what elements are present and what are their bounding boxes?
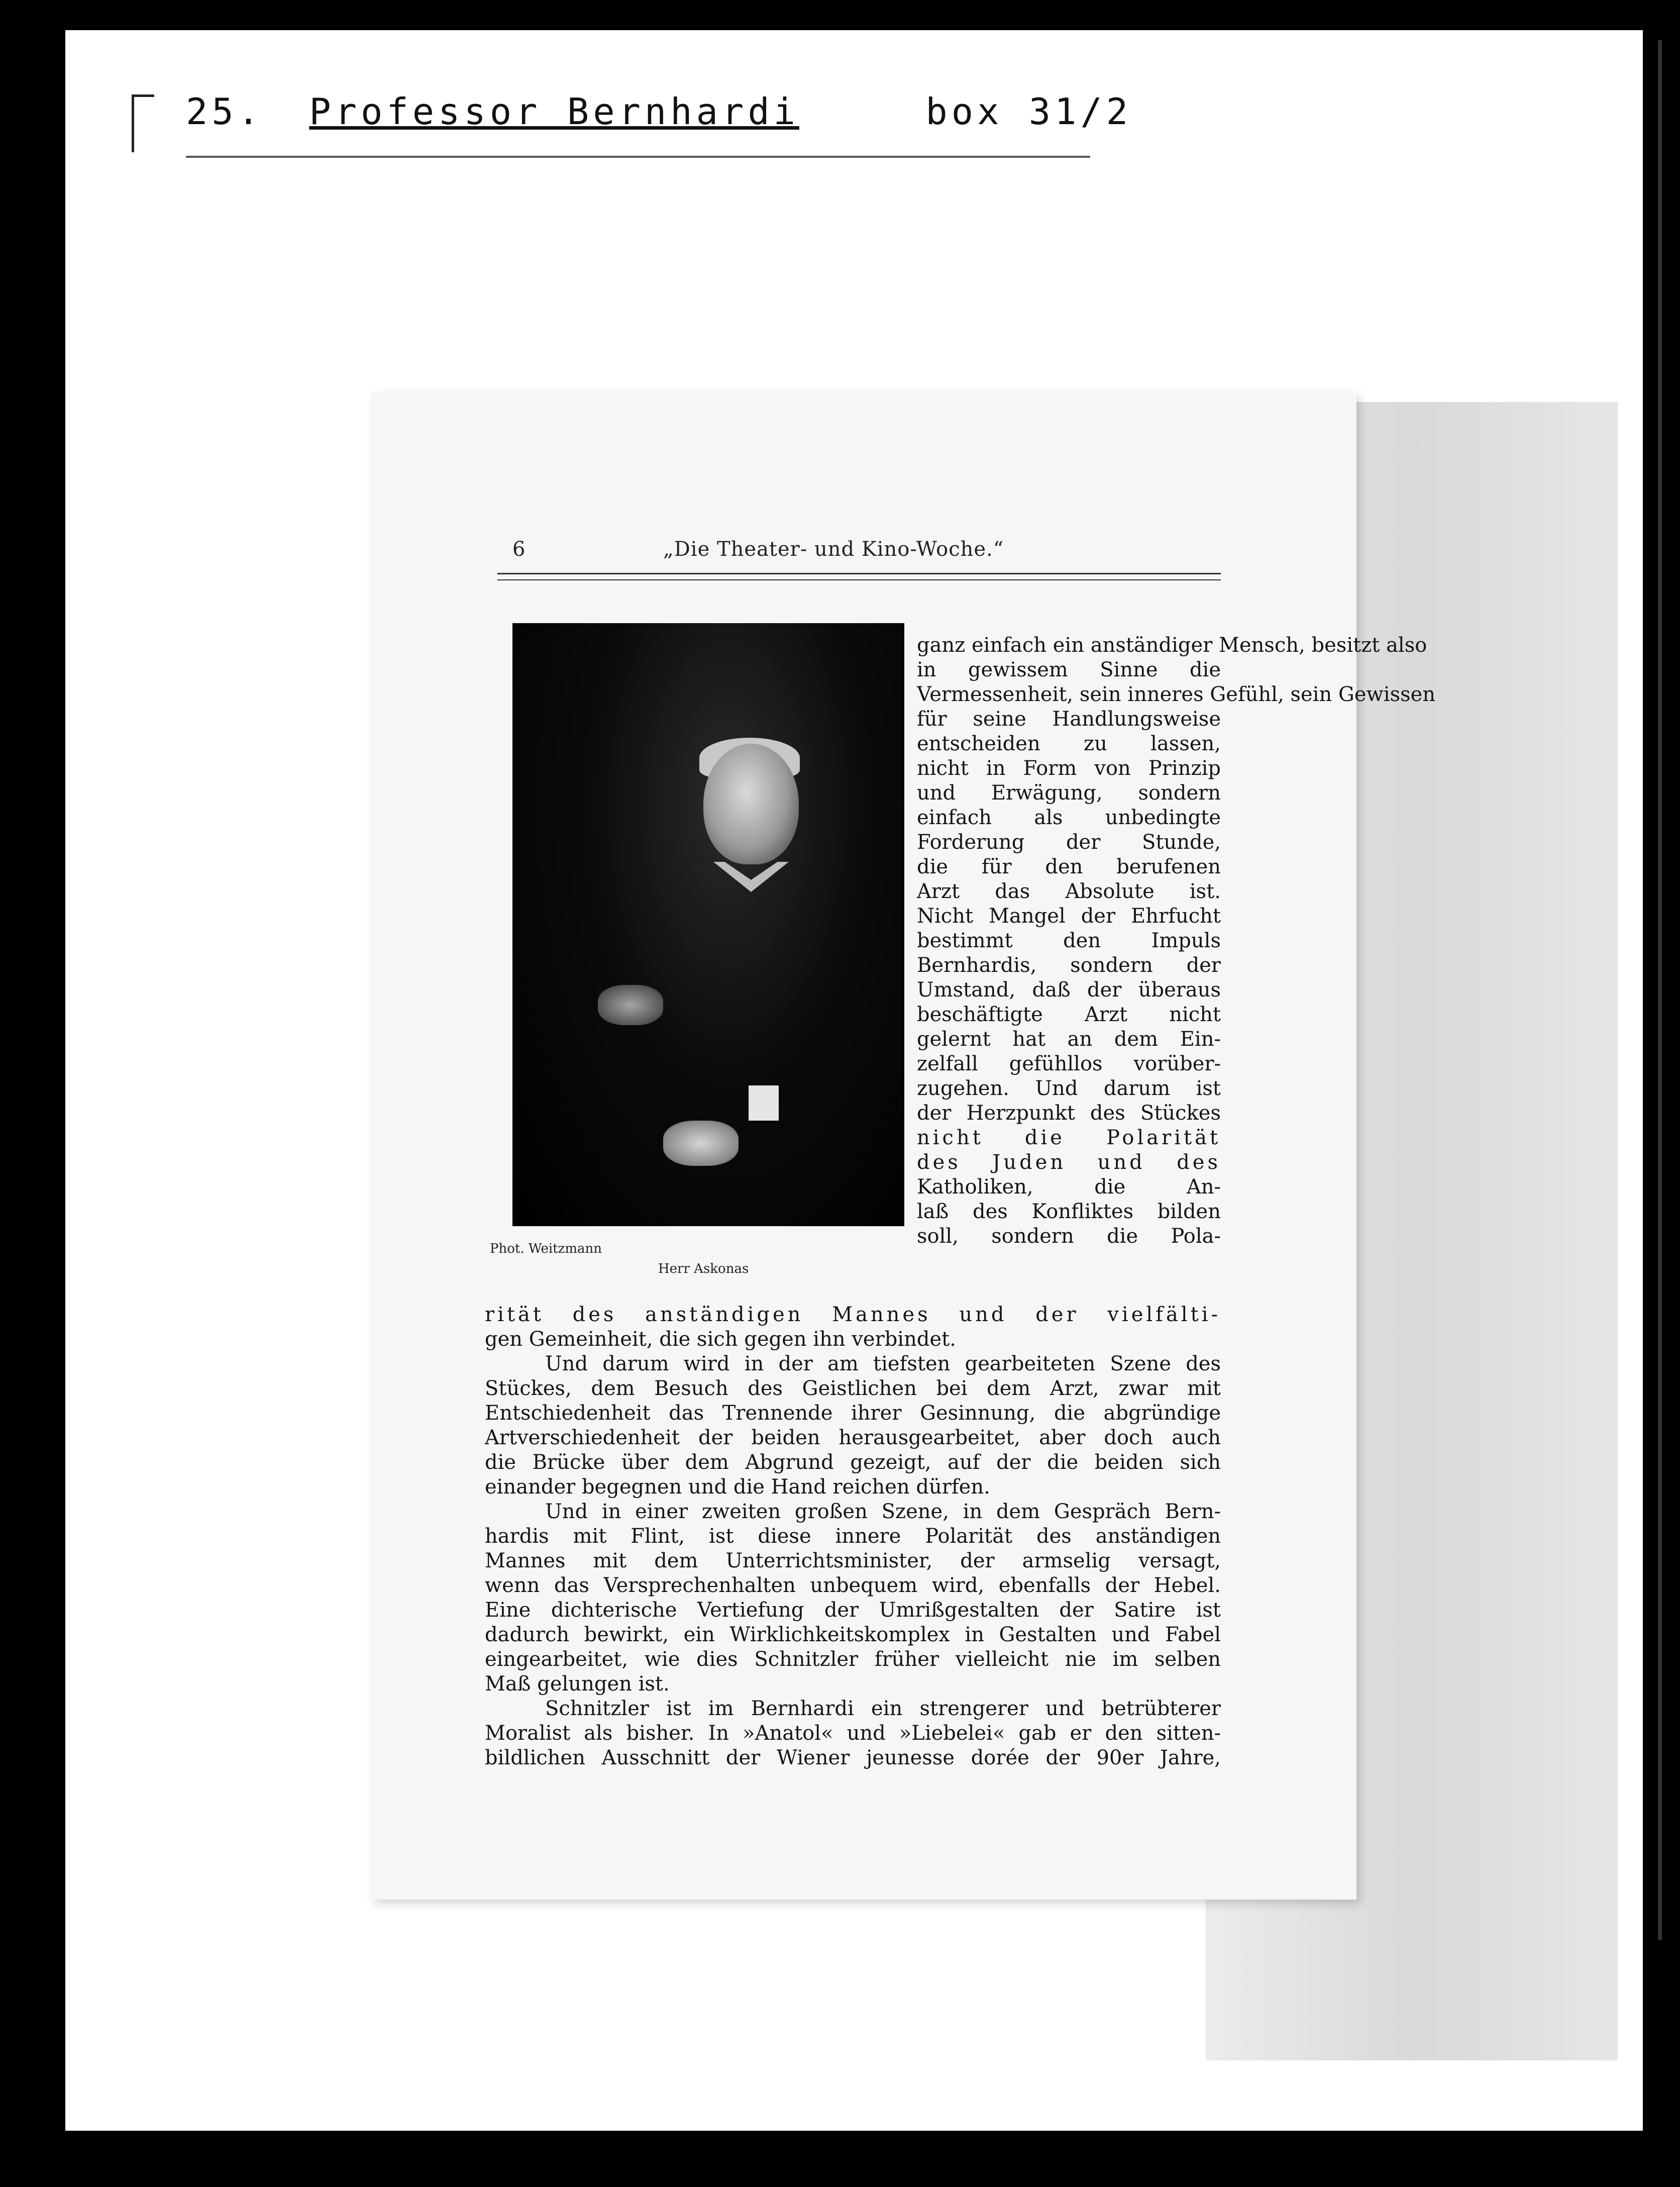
header-rule <box>186 156 1090 158</box>
text-line: Mannes mit dem Unterrichtsminister, der armselig versagt, <box>485 1549 1221 1572</box>
text-line: rität des anständigen Mannes und der vielfälti- <box>485 1303 1221 1326</box>
text-line: bestimmt den Impuls <box>917 929 1221 952</box>
text-line: wenn das Versprechenhalten unbequem wird, ebenfalls der Hebel. <box>485 1574 1221 1597</box>
text-line: zugehen. Und darum ist <box>917 1077 1221 1100</box>
text-line: Schnitzler ist im Bernhardi ein strengerer und betrübterer <box>545 1697 1221 1720</box>
newspaper-clipping <box>372 392 1436 1900</box>
text-line: und Erwägung, sondern <box>917 781 1221 805</box>
text-line: beschäftigte Arzt nicht <box>917 1003 1221 1026</box>
article-full-width-text <box>485 1303 1221 1770</box>
text-line: Bernhardis, sondern der <box>917 954 1221 977</box>
text-line: die Brücke über dem Abgrund gezeigt, auf der die beiden sich <box>485 1451 1221 1474</box>
text-line: die für den berufenen <box>917 855 1221 878</box>
text-line: Nicht Mangel der Ehrfucht <box>917 905 1221 928</box>
text-line: des Juden und des <box>917 1151 1221 1174</box>
text-line: der Herzpunkt des Stückes <box>917 1102 1221 1125</box>
archive-header <box>186 90 1132 133</box>
text-line: in gewissem Sinne die <box>917 658 1221 681</box>
text-line: ganz einfach ein anständiger Mensch, besitzt also <box>917 634 1427 657</box>
text-line: Entschiedenheit das Trennende ihrer Gesinnung, die abgründige <box>485 1402 1221 1425</box>
text-line: gen Gemeinheit, die sich gegen ihn verbindet. <box>485 1328 956 1351</box>
text-line: Moralist als bisher. In »Anatol« und »Liebelei« gab er den sitten- <box>485 1722 1221 1745</box>
text-line: Arzt das Absolute ist. <box>917 880 1221 903</box>
text-line: laß des Konfliktes bilden <box>917 1200 1221 1223</box>
text-line: Artverschiedenheit der beiden herausgearbeitet, aber doch auch <box>485 1426 1221 1449</box>
publication-title: „Die Theater- und Kino-Woche.“ <box>663 538 1004 561</box>
text-line: Und darum wird in der am tiefsten gearbeiteten Szene des <box>545 1352 1221 1375</box>
text-line: hardis mit Flint, ist diese innere Polarität des anständigen <box>485 1525 1221 1548</box>
photo-caption: Herr Askonas <box>658 1261 749 1276</box>
text-line: Und in einer zweiten großen Szene, in dem Gespräch Bern- <box>545 1500 1221 1523</box>
archive-box-label: box 31/2 <box>925 90 1132 133</box>
corner-bracket <box>132 94 154 152</box>
portrait-photo <box>512 623 904 1226</box>
text-line: Stückes, dem Besuch des Geistlichen bei dem Arzt, zwar mit <box>485 1377 1221 1400</box>
text-line: nicht die Polarität <box>917 1126 1221 1149</box>
text-line: Vermessenheit, sein inneres Gefühl, sein Gewissen <box>917 683 1436 706</box>
portrait-right-hand <box>663 1121 739 1166</box>
text-line: Forderung der Stunde, <box>917 831 1221 854</box>
text-line: Katholiken, die An- <box>917 1175 1221 1199</box>
text-line: eingearbeitet, wie dies Schnitzler früher vielleicht nie im selben <box>485 1648 1221 1671</box>
text-line: bildlichen Ausschnitt der Wiener jeunesse dorée der 90er Jahre, <box>485 1746 1221 1769</box>
portrait-collar <box>713 862 789 892</box>
text-line: gelernt hat an dem Ein- <box>917 1028 1221 1051</box>
clipping-page-header <box>512 538 1211 568</box>
text-line: für seine Handlungsweise <box>917 708 1221 731</box>
text-line: Umstand, daß der überaus <box>917 978 1221 1002</box>
photo-credit: Phot. Weitzmann <box>490 1241 602 1256</box>
text-line: Eine dichterische Vertiefung der Umrißgestalten der Satire ist <box>485 1599 1221 1622</box>
portrait-left-hand <box>598 985 663 1025</box>
header-double-rule <box>497 573 1221 580</box>
text-line: zelfall gefühllos vorüber- <box>917 1052 1221 1075</box>
text-line: Maß gelungen ist. <box>485 1672 670 1696</box>
archive-number: 25. <box>186 90 264 133</box>
text-line: dadurch bewirkt, ein Wirklichkeitskomplex in Gestalten und Fabel <box>485 1623 1221 1646</box>
sheet-edge <box>1658 40 1662 1940</box>
page-number: 6 <box>512 538 526 561</box>
text-line: einander begegnen und die Hand reichen dürfen. <box>485 1475 990 1499</box>
portrait-cuff <box>749 1085 779 1121</box>
text-line: soll, sondern die Pola- <box>917 1225 1221 1248</box>
text-line: entscheiden zu lassen, <box>917 732 1221 755</box>
text-line: nicht in Form von Prinzip <box>917 757 1221 780</box>
article-column-text <box>917 633 1436 1249</box>
archive-title: Professor Bernhardi <box>309 90 800 133</box>
portrait-face <box>703 744 799 864</box>
text-line: einfach als unbedingte <box>917 806 1221 829</box>
